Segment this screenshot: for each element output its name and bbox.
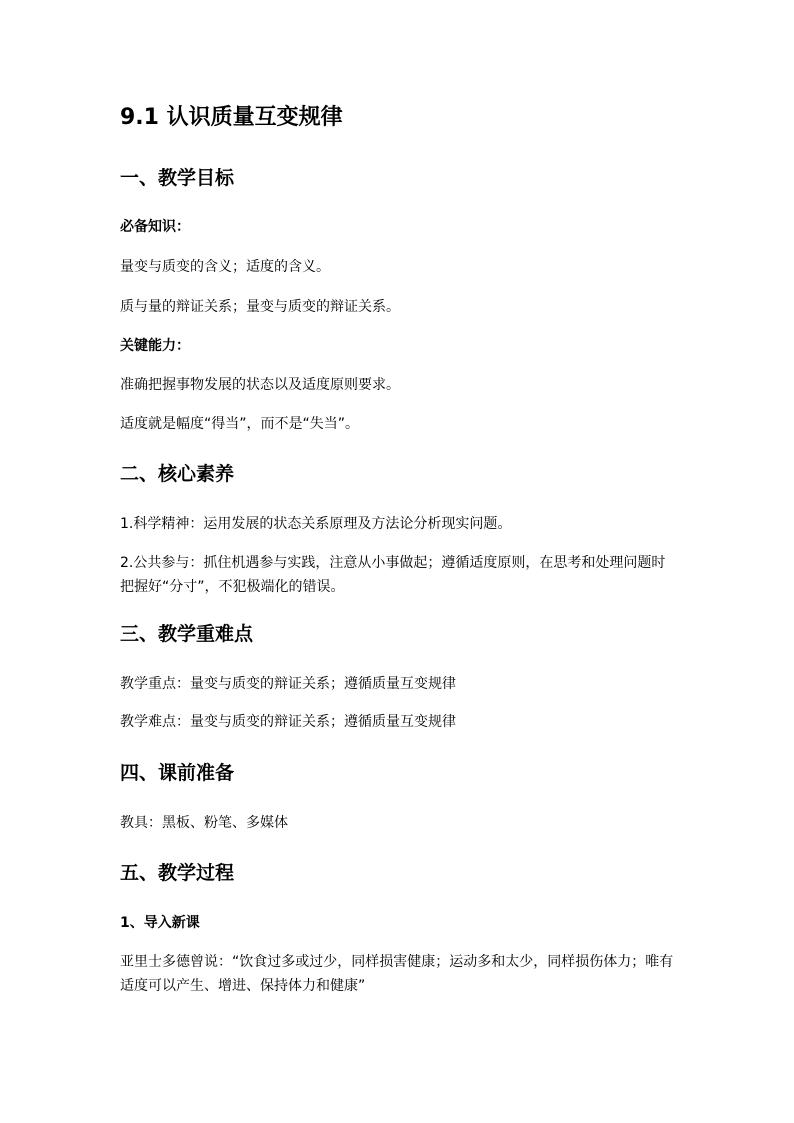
- section-heading-core-literacy: 二、核心素养: [120, 463, 235, 485]
- teaching-tools-text: 教具：黑板、粉笔、多媒体: [120, 815, 288, 831]
- document-title: 9.1 认识质量互变规律: [120, 105, 343, 130]
- knowledge-item-2: 质与量的辩证关系；量变与质变的辩证关系。: [120, 299, 400, 315]
- required-knowledge-label: 必备知识：: [120, 219, 190, 235]
- section-heading-objectives: 一、教学目标: [120, 167, 235, 189]
- core-literacy-item-2: 2.公共参与：抓住机遇参与实践，注意从小事做起；遵循适度原则，在思考和处理问题时把握好“分寸”，不犯极端化的错误。: [120, 555, 666, 595]
- step-1-text: 亚里士多德曾说：“饮食过多或过少，同样损害健康；运动多和太少，同样损伤体力；唯有适度可以产生、增进、保持体力和健康”: [120, 954, 674, 994]
- section-heading-process: 五、教学过程: [120, 862, 235, 884]
- key-point-text: 教学重点：量变与质变的辩证关系；遵循质量互变规律: [120, 676, 456, 692]
- key-ability-label: 关键能力：: [120, 338, 190, 354]
- ability-item-1: 准确把握事物发展的状态以及适度原则要求。: [120, 377, 400, 393]
- knowledge-item-1: 量变与质变的含义；适度的含义。: [120, 259, 330, 275]
- section-heading-preparation: 四、课前准备: [120, 762, 235, 784]
- section-heading-key-difficult: 三、教学重难点: [120, 623, 254, 645]
- difficult-point-text: 教学难点：量变与质变的辩证关系；遵循质量互变规律: [120, 714, 456, 730]
- step-1-label: 1、导入新课: [120, 915, 200, 931]
- core-literacy-item-1: 1.科学精神：运用发展的状态关系原理及方法论分析现实问题。: [120, 516, 512, 532]
- ability-item-2: 适度就是幅度“得当”，而不是“失当”。: [120, 416, 360, 432]
